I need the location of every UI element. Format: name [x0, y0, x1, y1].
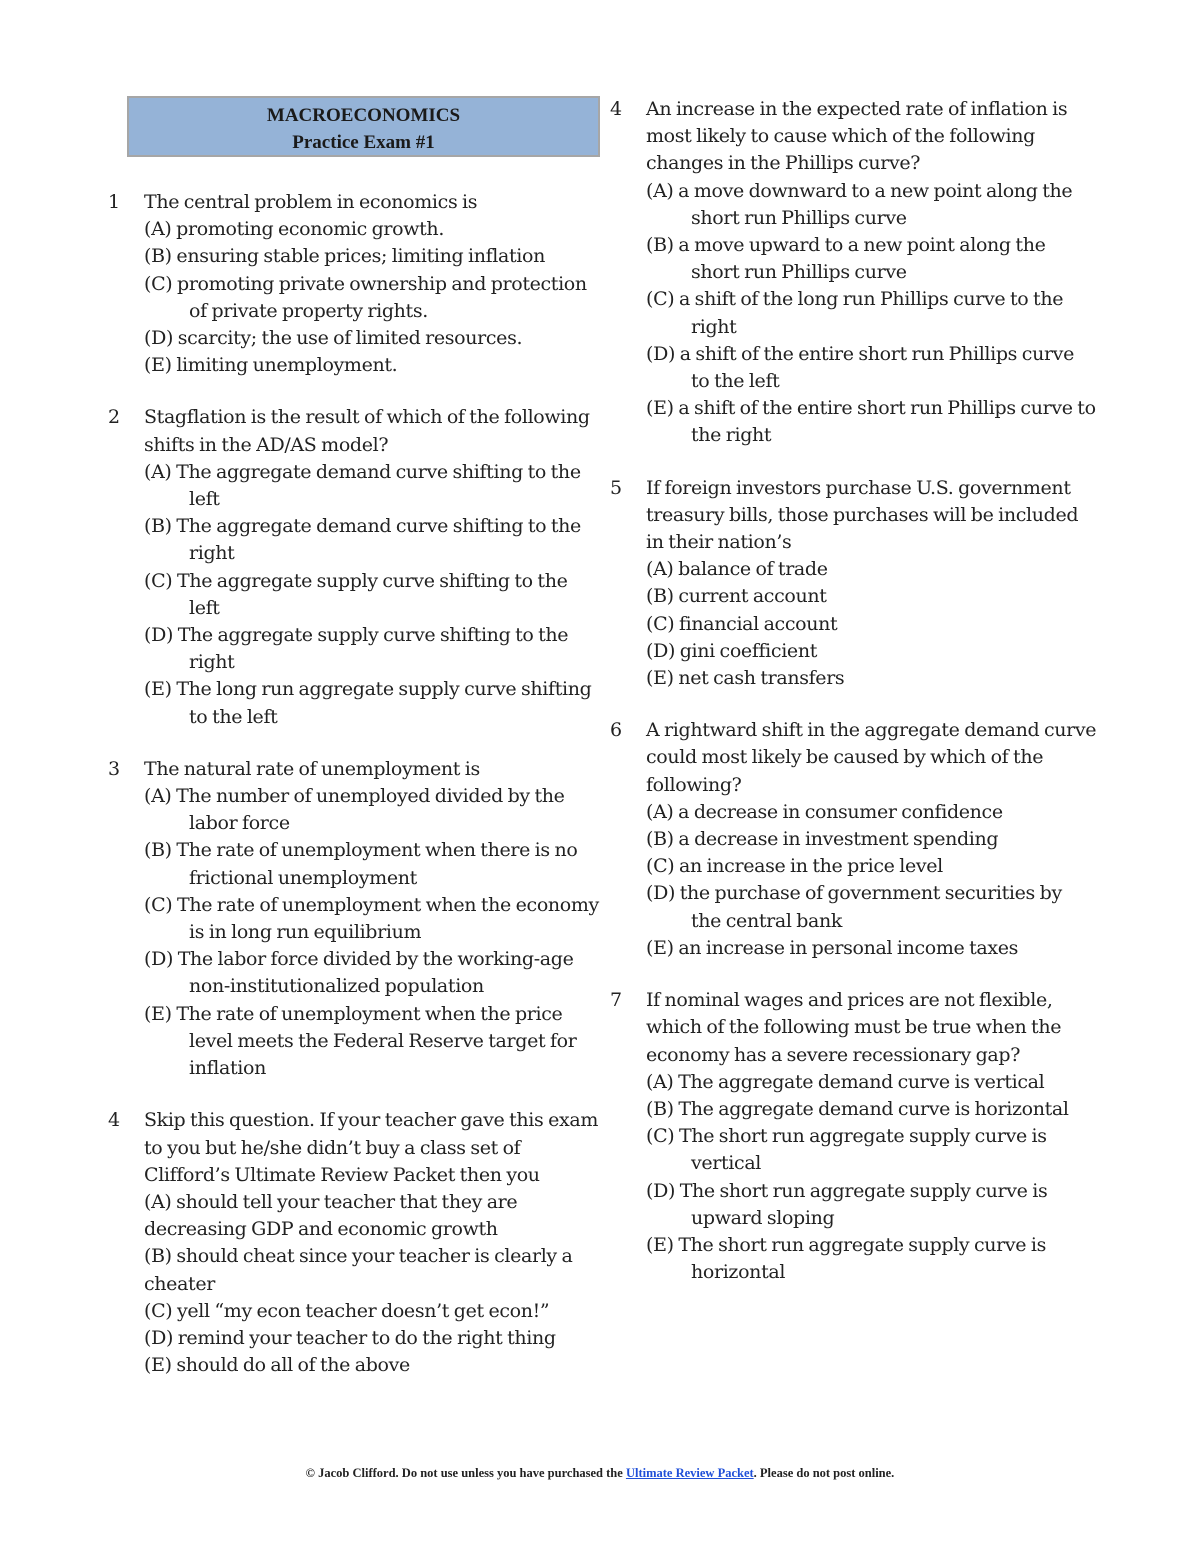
question-3: [108, 756, 604, 1082]
exam-title: MACROECONOMICS: [266, 105, 461, 126]
answer-option-b: (B) The aggregate demand curve shifting to the right: [144, 515, 581, 565]
question-number: 3: [108, 757, 120, 780]
question-stem: If foreign investors purchase U.S. government treasury bills, those purchases will be included in their nation’s: [646, 476, 1079, 554]
answer-option-a: (A) promoting economic growth.: [144, 218, 445, 241]
answer-option-d: (D) the purchase of government securities by the central bank: [646, 882, 1062, 932]
answer-option-a: (A) should tell your teacher that they are decreasing GDP and economic growth: [144, 1190, 518, 1241]
question-2: [108, 404, 604, 730]
answer-option-a: (A) The number of unemployed divided by the labor force: [144, 785, 565, 835]
question-stem: If nominal wages and prices are not flexible, which of the following must be true when the economy has a severe recessionary gap?: [646, 989, 1062, 1066]
question-stem: Stagflation is the result of which of the following shifts in the AD/AS model?: [144, 406, 590, 456]
answer-option-c: (C) promoting private ownership and protection of private property rights.: [144, 272, 587, 322]
exam-title-box: [127, 96, 600, 157]
answer-option-a: (A) balance of trade: [646, 558, 828, 581]
answer-option-b: (B) current account: [646, 585, 827, 608]
answer-option-d: (D) a shift of the entire short run Phillips curve to the left: [646, 342, 1074, 393]
answer-option-b: (B) should cheat since your teacher is clearly a cheater: [144, 1245, 573, 1295]
question-1: [108, 189, 604, 379]
footer-text-after: . Please do not post online.: [753, 1466, 895, 1480]
answer-option-d: (D) The labor force divided by the working-age non-institutionalized population: [144, 948, 574, 998]
question-7: [610, 987, 1100, 1286]
question-number: 7: [610, 989, 622, 1012]
answer-option-e: (E) limiting unemployment.: [144, 354, 398, 377]
question-stem: The central problem in economics is: [144, 191, 478, 213]
answer-option-c: (C) The aggregate supply curve shifting to the left: [144, 569, 568, 619]
question-stem: Skip this question. If your teacher gave this exam to you but he/she didn’t buy a class set of Clifford’s Ultimate Review Packet then you: [144, 1109, 599, 1186]
answer-option-b: (B) The aggregate demand curve is horizontal: [646, 1097, 1069, 1120]
answer-option-e: (E) The long run aggregate supply curve shifting to the left: [144, 678, 592, 728]
question-stem: A rightward shift in the aggregate demand curve could most likely be caused by which of the following?: [646, 719, 1097, 796]
question-number: 4: [108, 1109, 120, 1132]
answer-option-c: (C) an increase in the price level: [646, 855, 943, 878]
answer-option-b: (B) a move upward to a new point along the short run Phillips curve: [646, 234, 1046, 284]
answer-option-c: (C) a shift of the long run Phillips curve to the right: [646, 288, 1064, 338]
question-number: 5: [610, 476, 622, 499]
answer-option-e: (E) The short run aggregate supply curve is horizontal: [646, 1233, 1047, 1284]
question-4: [610, 96, 1100, 450]
question-4-skip: [108, 1107, 604, 1379]
answer-option-a: (A) a move downward to a new point along the short run Phillips curve: [646, 179, 1073, 229]
exam-subtitle: Practice Exam #1: [292, 132, 435, 153]
answer-option-a: (A) a decrease in consumer confidence: [646, 800, 1003, 823]
answer-option-d: (D) gini coefficient: [646, 639, 817, 662]
question-number: 6: [610, 719, 622, 742]
right-column: [610, 96, 1100, 1311]
answer-option-b: (B) The rate of unemployment when there is no frictional unemployment: [144, 839, 578, 889]
answer-option-d: (D) remind your teacher to do the right thing: [144, 1326, 556, 1349]
question-number: 1: [108, 191, 120, 213]
answer-option-e: (E) should do all of the above: [144, 1354, 410, 1377]
answer-option-c: (C) financial account: [646, 612, 838, 635]
answer-option-e: (E) net cash transfers: [646, 667, 845, 690]
question-5: [610, 475, 1100, 693]
answer-option-b: (B) ensuring stable prices; limiting inflation: [144, 245, 545, 268]
answer-option-e: (E) a shift of the entire short run Phillips curve to the right: [646, 397, 1096, 447]
answer-option-d: (D) The short run aggregate supply curve is upward sloping: [646, 1179, 1048, 1229]
answer-option-d: (D) The aggregate supply curve shifting to the right: [144, 624, 569, 674]
answer-option-c: (C) yell “my econ teacher doesn’t get econ!”: [144, 1299, 550, 1322]
ultimate-review-packet-link[interactable]: Ultimate Review Packet: [625, 1466, 754, 1480]
copyright-footer: [0, 1466, 1200, 1481]
answer-option-c: (C) The rate of unemployment when the economy is in long run equilibrium: [144, 893, 599, 944]
question-stem: The natural rate of unemployment is: [144, 757, 480, 780]
answer-option-a: (A) The aggregate demand curve shifting to the left: [144, 460, 581, 511]
answer-option-e: (E) an increase in personal income taxes: [646, 936, 1019, 959]
answer-option-d: (D) scarcity; the use of limited resources.: [144, 327, 523, 350]
answer-option-a: (A) The aggregate demand curve is vertical: [646, 1070, 1045, 1093]
footer-text-before: © Jacob Clifford. Do not use unless you have purchased the: [305, 1466, 626, 1480]
answer-option-c: (C) The short run aggregate supply curve is vertical: [646, 1125, 1047, 1175]
question-number: 2: [108, 406, 120, 429]
question-stem: An increase in the expected rate of inflation is most likely to cause which of the following changes in the Phillips curve?: [646, 98, 1068, 175]
answer-option-b: (B) a decrease in investment spending: [646, 828, 999, 851]
question-number: 4: [610, 98, 622, 120]
answer-option-e: (E) The rate of unemployment when the price level meets the Federal Reserve target for inflation: [144, 1002, 577, 1080]
left-column: [108, 96, 604, 1404]
question-6: [610, 717, 1100, 962]
